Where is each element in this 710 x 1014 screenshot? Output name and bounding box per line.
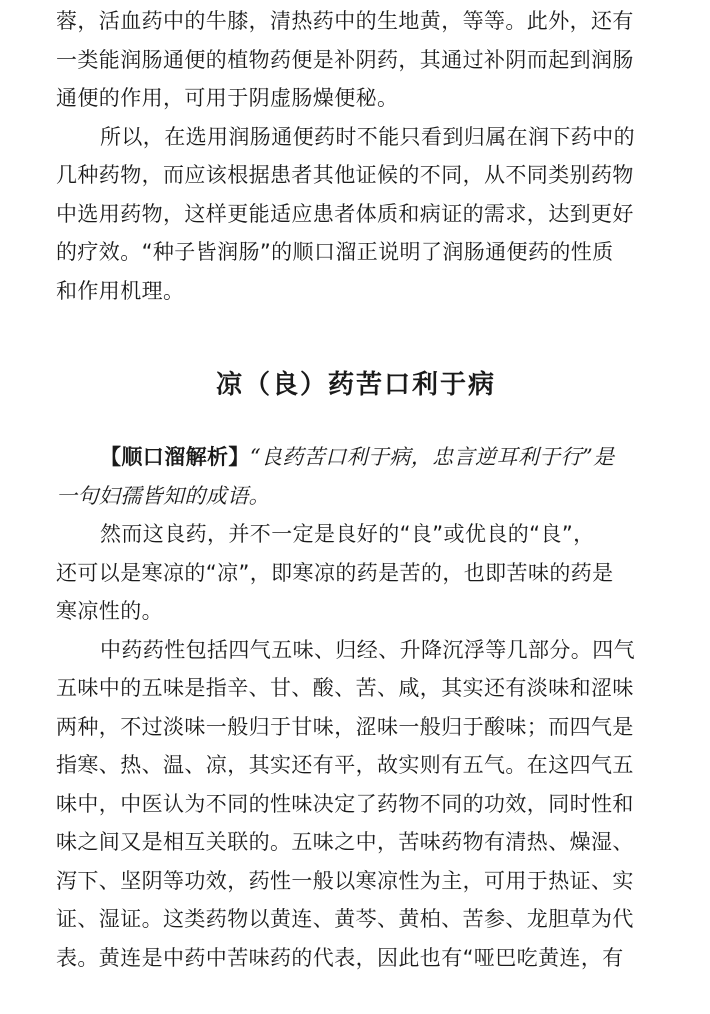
- text-line: 和作用机理。: [56, 278, 185, 303]
- text-line: 表。黄连是中药中苦味药的代表，因此也有“哑巴吃黄连，有: [56, 945, 624, 970]
- text-line: 几种药物，而应该根据患者其他证候的不同，从不同类别药物: [56, 163, 634, 187]
- text-line: 味中，中医认为不同的性味决定了药物不同的功效，同时性和: [56, 791, 634, 816]
- paragraph-first-line: 中药药性包括四气五味、归经、升降沉浮等几部分。四气: [100, 637, 635, 662]
- text-line: 两种，不过淡味一般归于甘味，涩味一般归于酸味；而四气是: [56, 714, 634, 739]
- text-line: 一类能润肠通便的植物药便是补阴药，其通过补阴而起到润肠: [56, 47, 634, 72]
- text-line: 证、湿证。这类药物以黄连、黄芩、黄柏、苦参、龙胆草为代: [56, 907, 634, 931]
- previous-section-text: [56, 2, 656, 310]
- spacer: [56, 310, 656, 365]
- analysis-label: 【顺口溜解析】: [100, 445, 250, 469]
- proverb-quote: “良药苦口利于病，忠言逆耳利于行”是: [249, 445, 615, 469]
- document-page: [56, 2, 656, 977]
- text-line: 指寒、热、温、凉，其实还有平，故实则有五气。在这四气五: [56, 753, 634, 777]
- text-line: 泻下、坚阴等功效，药性一般以寒凉性为主，可用于热证、实: [56, 868, 634, 893]
- paragraph-first-line: 所以，在选用润肠通便药时不能只看到归属在润下药中的: [100, 124, 635, 149]
- paragraph-first-line: 然而这良药，并不一定是良好的“良”或优良的“良”，: [100, 522, 595, 546]
- text-line: 通便的作用，可用于阴虚肠燥便秘。: [56, 86, 399, 110]
- text-line: 还可以是寒凉的“凉”，即寒凉的药是苦的，也即苦味的药是: [56, 560, 614, 585]
- proverb-quote-cont: 一句妇孺皆知的成语。: [56, 483, 270, 508]
- analysis-line: [56, 438, 656, 477]
- text-line: 寒凉性的。: [56, 599, 163, 623]
- text-line: 蓉，活血药中的牛膝，清热药中的生地黄，等等。此外，还有: [56, 9, 634, 33]
- section-body: [56, 438, 656, 977]
- text-line: 五味中的五味是指辛、甘、酸、苦、咸，其实还有淡味和涩味: [56, 676, 634, 700]
- text-line: 中选用药物，这样更能适应患者体质和病证的需求，达到更好: [56, 201, 634, 226]
- text-line: 味之间又是相互关联的。五味之中，苦味药物有清热、燥湿、: [56, 830, 634, 854]
- spacer: [56, 405, 656, 438]
- text-line: 的疗效。“种子皆润肠”的顺口溜正说明了润肠通便药的性质: [56, 240, 614, 264]
- section-title: 凉（良）药苦口利于病: [215, 370, 496, 400]
